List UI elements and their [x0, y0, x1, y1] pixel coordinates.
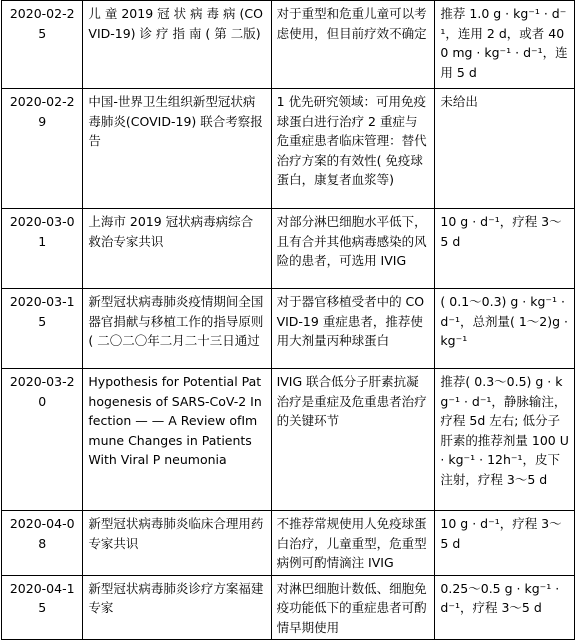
source-cell: 新型冠状病毒肺炎诊疗方案福建专家 [83, 575, 271, 640]
table-row [2, 575, 575, 640]
dosage-cell: ( 0.1～0.3) g · kg⁻¹ · d⁻¹，总剂量( 1～2)g · kg⁻¹ [435, 289, 575, 369]
recommendation-cell: 不推荐常规使用人免疫球蛋白治疗，儿童重型，危重型病例可酌情滴注 IVIG [271, 511, 435, 576]
table-row [2, 89, 575, 209]
recommendation-cell: 对于重型和危重儿童可以考虑使用，但目前疗效不确定 [271, 1, 435, 89]
date-cell: 2020-03-01 [2, 209, 83, 289]
source-cell: 新型冠状病毒肺炎疫情期间全国器官捐献与移植工作的指导原则( 二〇二〇年二月二十三日通过 [83, 289, 271, 369]
date-cell: 2020-03-20 [2, 369, 83, 511]
date-cell: 2020-03-15 [2, 289, 83, 369]
ivig-guideline-table [1, 0, 575, 640]
recommendation-cell: 1 优先研究领域：可用免疫球蛋白进行治疗 2 重症与危重症患者临床管理：替代治疗方案的有效性( 免疫球蛋白，康复者血浆等) [271, 89, 435, 209]
dosage-cell: 10 g · d⁻¹，疗程 3～5 d [435, 511, 575, 576]
recommendation-cell: IVIG 联合低分子肝素抗凝治疗是重症及危重患者治疗的关键环节 [271, 369, 435, 511]
source-cell: Hypothesis for Potential Pathogenesis of SARS-CoV-2 Infection — — A Review ofImmune Changes in Patients With Viral P neumonia [83, 369, 271, 511]
dosage-cell: 推荐 1.0 g · kg⁻¹ · d⁻¹，连用 2 d，或者 400 mg · kg⁻¹ · d⁻¹，连用 5 d [435, 1, 575, 89]
table-row [2, 1, 575, 89]
dosage-cell: 推荐( 0.3～0.5) g · kg⁻¹ · d⁻¹，静脉输注，疗程 5d 左右; 低分子肝素的推荐剂量 100 U · kg⁻¹ · 12h⁻¹，皮下注射，疗程 3～5 d [435, 369, 575, 511]
date-cell: 2020-02-25 [2, 1, 83, 89]
table-row [2, 209, 575, 289]
recommendation-cell: 对部分淋巴细胞水平低下，且有合并其他病毒感染的风险的患者，可选用 IVIG [271, 209, 435, 289]
table-row [2, 511, 575, 576]
source-cell: 新型冠状病毒肺炎临床合理用药专家共识 [83, 511, 271, 576]
date-cell: 2020-04-08 [2, 511, 83, 576]
dosage-cell: 未给出 [435, 89, 575, 209]
source-cell: 儿 童 2019 冠 状 病 毒 病 (COVID-19) 诊 疗 指 南 ( 第 二版) [83, 1, 271, 89]
dosage-cell: 10 g · d⁻¹，疗程 3～5 d [435, 209, 575, 289]
date-cell: 2020-04-15 [2, 575, 83, 640]
source-cell: 中国-世界卫生组织新型冠状病毒肺炎(COVID-19) 联合考察报告 [83, 89, 271, 209]
table-row [2, 289, 575, 369]
date-cell: 2020-02-29 [2, 89, 83, 209]
recommendation-cell: 对于器官移植受者中的 COVID-19 重症患者，推荐使用大剂量丙种球蛋白 [271, 289, 435, 369]
recommendation-cell: 对淋巴细胞计数低、细胞免疫功能低下的重症患者可酌情早期使用 [271, 575, 435, 640]
source-cell: 上海市 2019 冠状病毒病综合救治专家共识 [83, 209, 271, 289]
table-row [2, 369, 575, 511]
dosage-cell: 0.25～0.5 g · kg⁻¹ · d⁻¹，疗程 3～5 d [435, 575, 575, 640]
